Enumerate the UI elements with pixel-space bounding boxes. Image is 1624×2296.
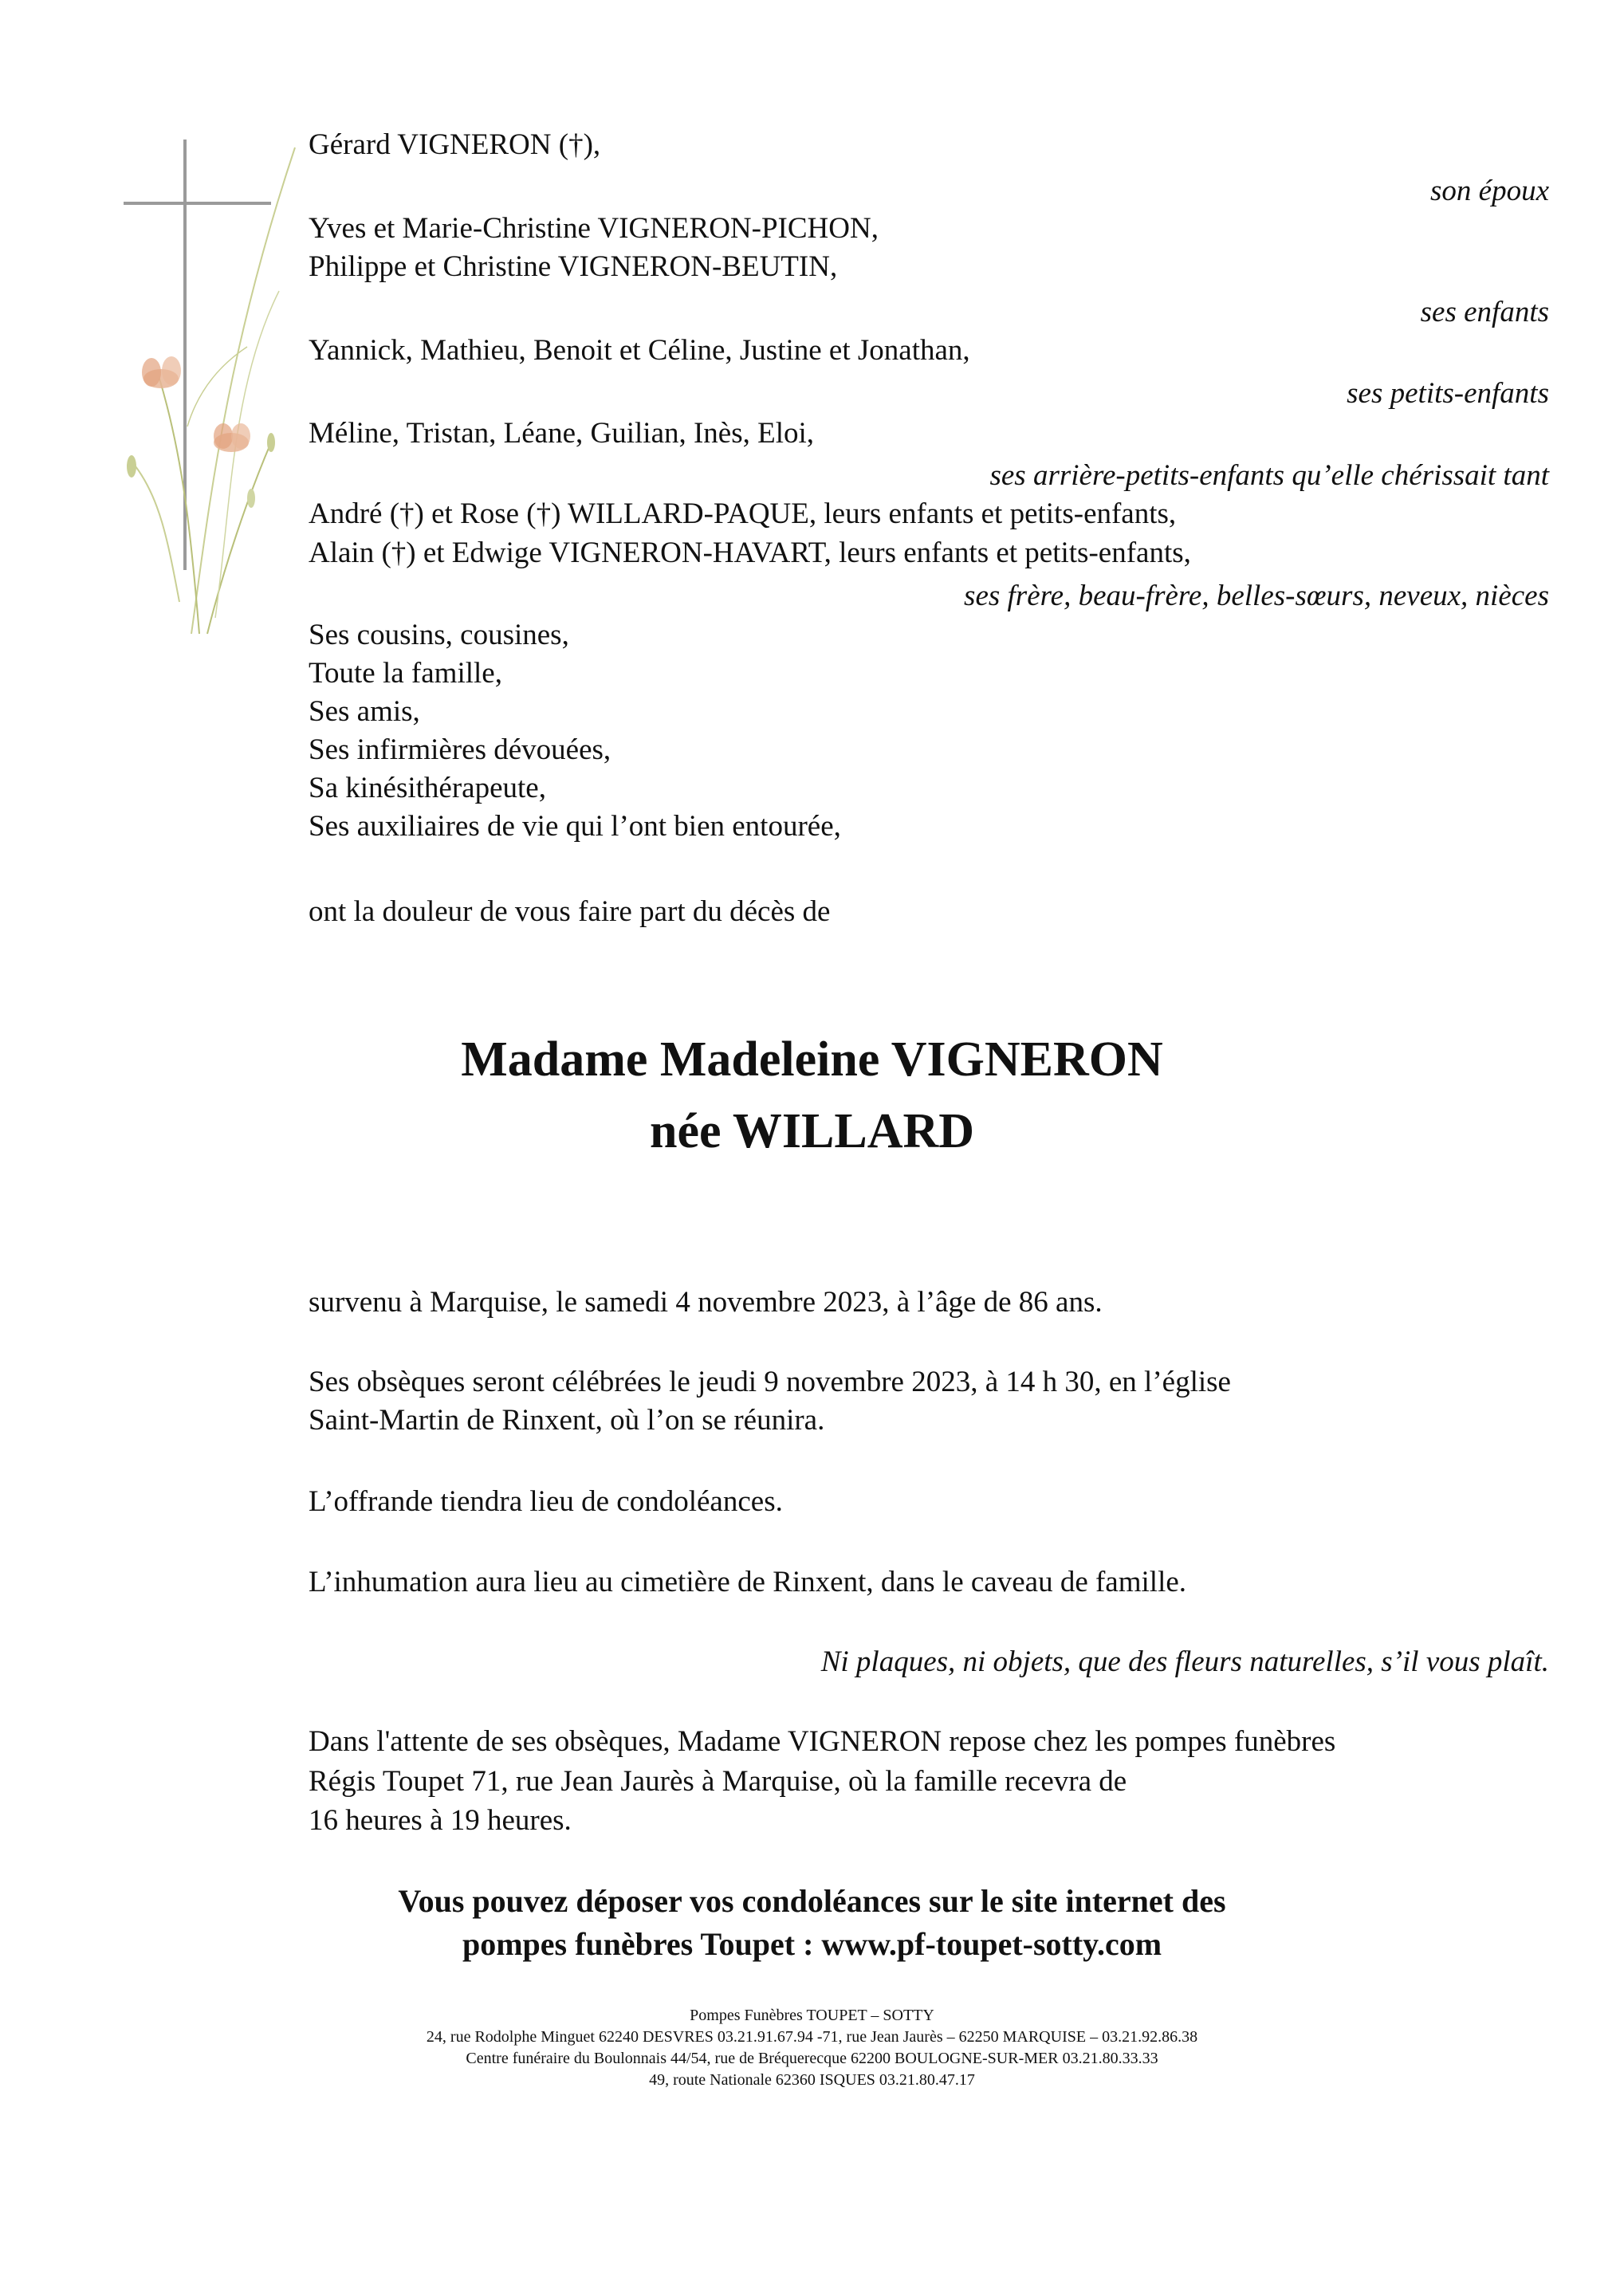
others-line: Ses infirmières dévouées, <box>309 733 611 766</box>
siblings-line-1: André (†) et Rose (†) WILLARD-PAQUE, leurs enfants et petits-enfants, <box>309 497 1177 530</box>
children-line-2: Philippe et Christine VIGNERON-BEUTIN, <box>309 250 838 283</box>
footer-line-3: Centre funéraire du Boulonnais 44/54, rue de Bréquerecque 62200 BOULOGNE-SUR-MER 03.21.80.33.33 <box>466 2050 1158 2067</box>
grandchildren: Yannick, Mathieu, Benoit et Céline, Justine et Jonathan, <box>309 334 970 367</box>
others-line: Ses cousins, cousines, <box>309 619 569 651</box>
great-grandchildren: Méline, Tristan, Léane, Guilian, Inès, Eloi, <box>309 417 815 450</box>
death-notice: survenu à Marquise, le samedi 4 novembre 2023, à l’âge de 86 ans. <box>309 1286 1103 1319</box>
condolences-line-1: Vous pouvez déposer vos condoléances sur le site internet des <box>398 1883 1226 1919</box>
children-line-1: Yves et Marie-Christine VIGNERON-PICHON, <box>309 212 879 245</box>
announcement: ont la douleur de vous faire part du décès de <box>309 895 831 928</box>
spouse-name: Gérard VIGNERON (†), <box>309 128 601 161</box>
funeral-line-1: Ses obsèques seront célébrées le jeudi 9 novembre 2023, à 14 h 30, en l’église <box>309 1366 1231 1398</box>
rest-line-3: 16 heures à 19 heures. <box>309 1804 572 1837</box>
footer-line-1: Pompes Funèbres TOUPET – SOTTY <box>690 2007 934 2024</box>
offering: L’offrande tiendra lieu de condoléances. <box>309 1485 783 1518</box>
burial: L’inhumation aura lieu au cimetière de Rinxent, dans le caveau de famille. <box>309 1566 1187 1598</box>
others-line: Sa kinésithérapeute, <box>309 772 546 804</box>
footer-line-2: 24, rue Rodolphe Minguet 62240 DESVRES 03.21.91.67.94 -71, rue Jean Jaurès – 62250 MARQUISE – 03.21.92.86.38 <box>426 2028 1198 2046</box>
footer-line-4: 49, route Nationale 62360 ISQUES 03.21.80.47.17 <box>649 2071 975 2089</box>
cross-with-flowers-icon <box>112 124 319 650</box>
deceased-name: Madame Madeleine VIGNERON <box>461 1032 1163 1087</box>
grandchildren-label: ses petits-enfants <box>1347 377 1549 410</box>
funeral-line-2: Saint-Martin de Rinxent, où l’on se réunira. <box>309 1404 825 1437</box>
rest-line-2: Régis Toupet 71, rue Jean Jaurès à Marquise, où la famille recevra de <box>309 1765 1127 1798</box>
rest-line-1: Dans l'attente de ses obsèques, Madame VIGNERON repose chez les pompes funèbres <box>309 1725 1336 1758</box>
others-line: Ses auxiliaires de vie qui l’ont bien entourée, <box>309 810 841 843</box>
children-label: ses enfants <box>1420 296 1549 328</box>
spouse-label: son époux <box>1430 175 1549 207</box>
condolences-line-2: pompes funèbres Toupet : www.pf-toupet-sotty.com <box>462 1926 1162 1962</box>
others-line: Ses amis, <box>309 695 420 728</box>
deceased-maiden-name: née WILLARD <box>649 1104 975 1158</box>
siblings-label: ses frère, beau-frère, belles-sœurs, neveux, nièces <box>964 580 1549 612</box>
flowers-note: Ni plaques, ni objets, que des fleurs naturelles, s’il vous plaît. <box>820 1645 1549 1678</box>
great-grandchildren-label: ses arrière-petits-enfants qu’elle chérissait tant <box>989 459 1549 492</box>
siblings-line-2: Alain (†) et Edwige VIGNERON-HAVART, leurs enfants et petits-enfants, <box>309 537 1191 569</box>
others-line: Toute la famille, <box>309 657 502 690</box>
